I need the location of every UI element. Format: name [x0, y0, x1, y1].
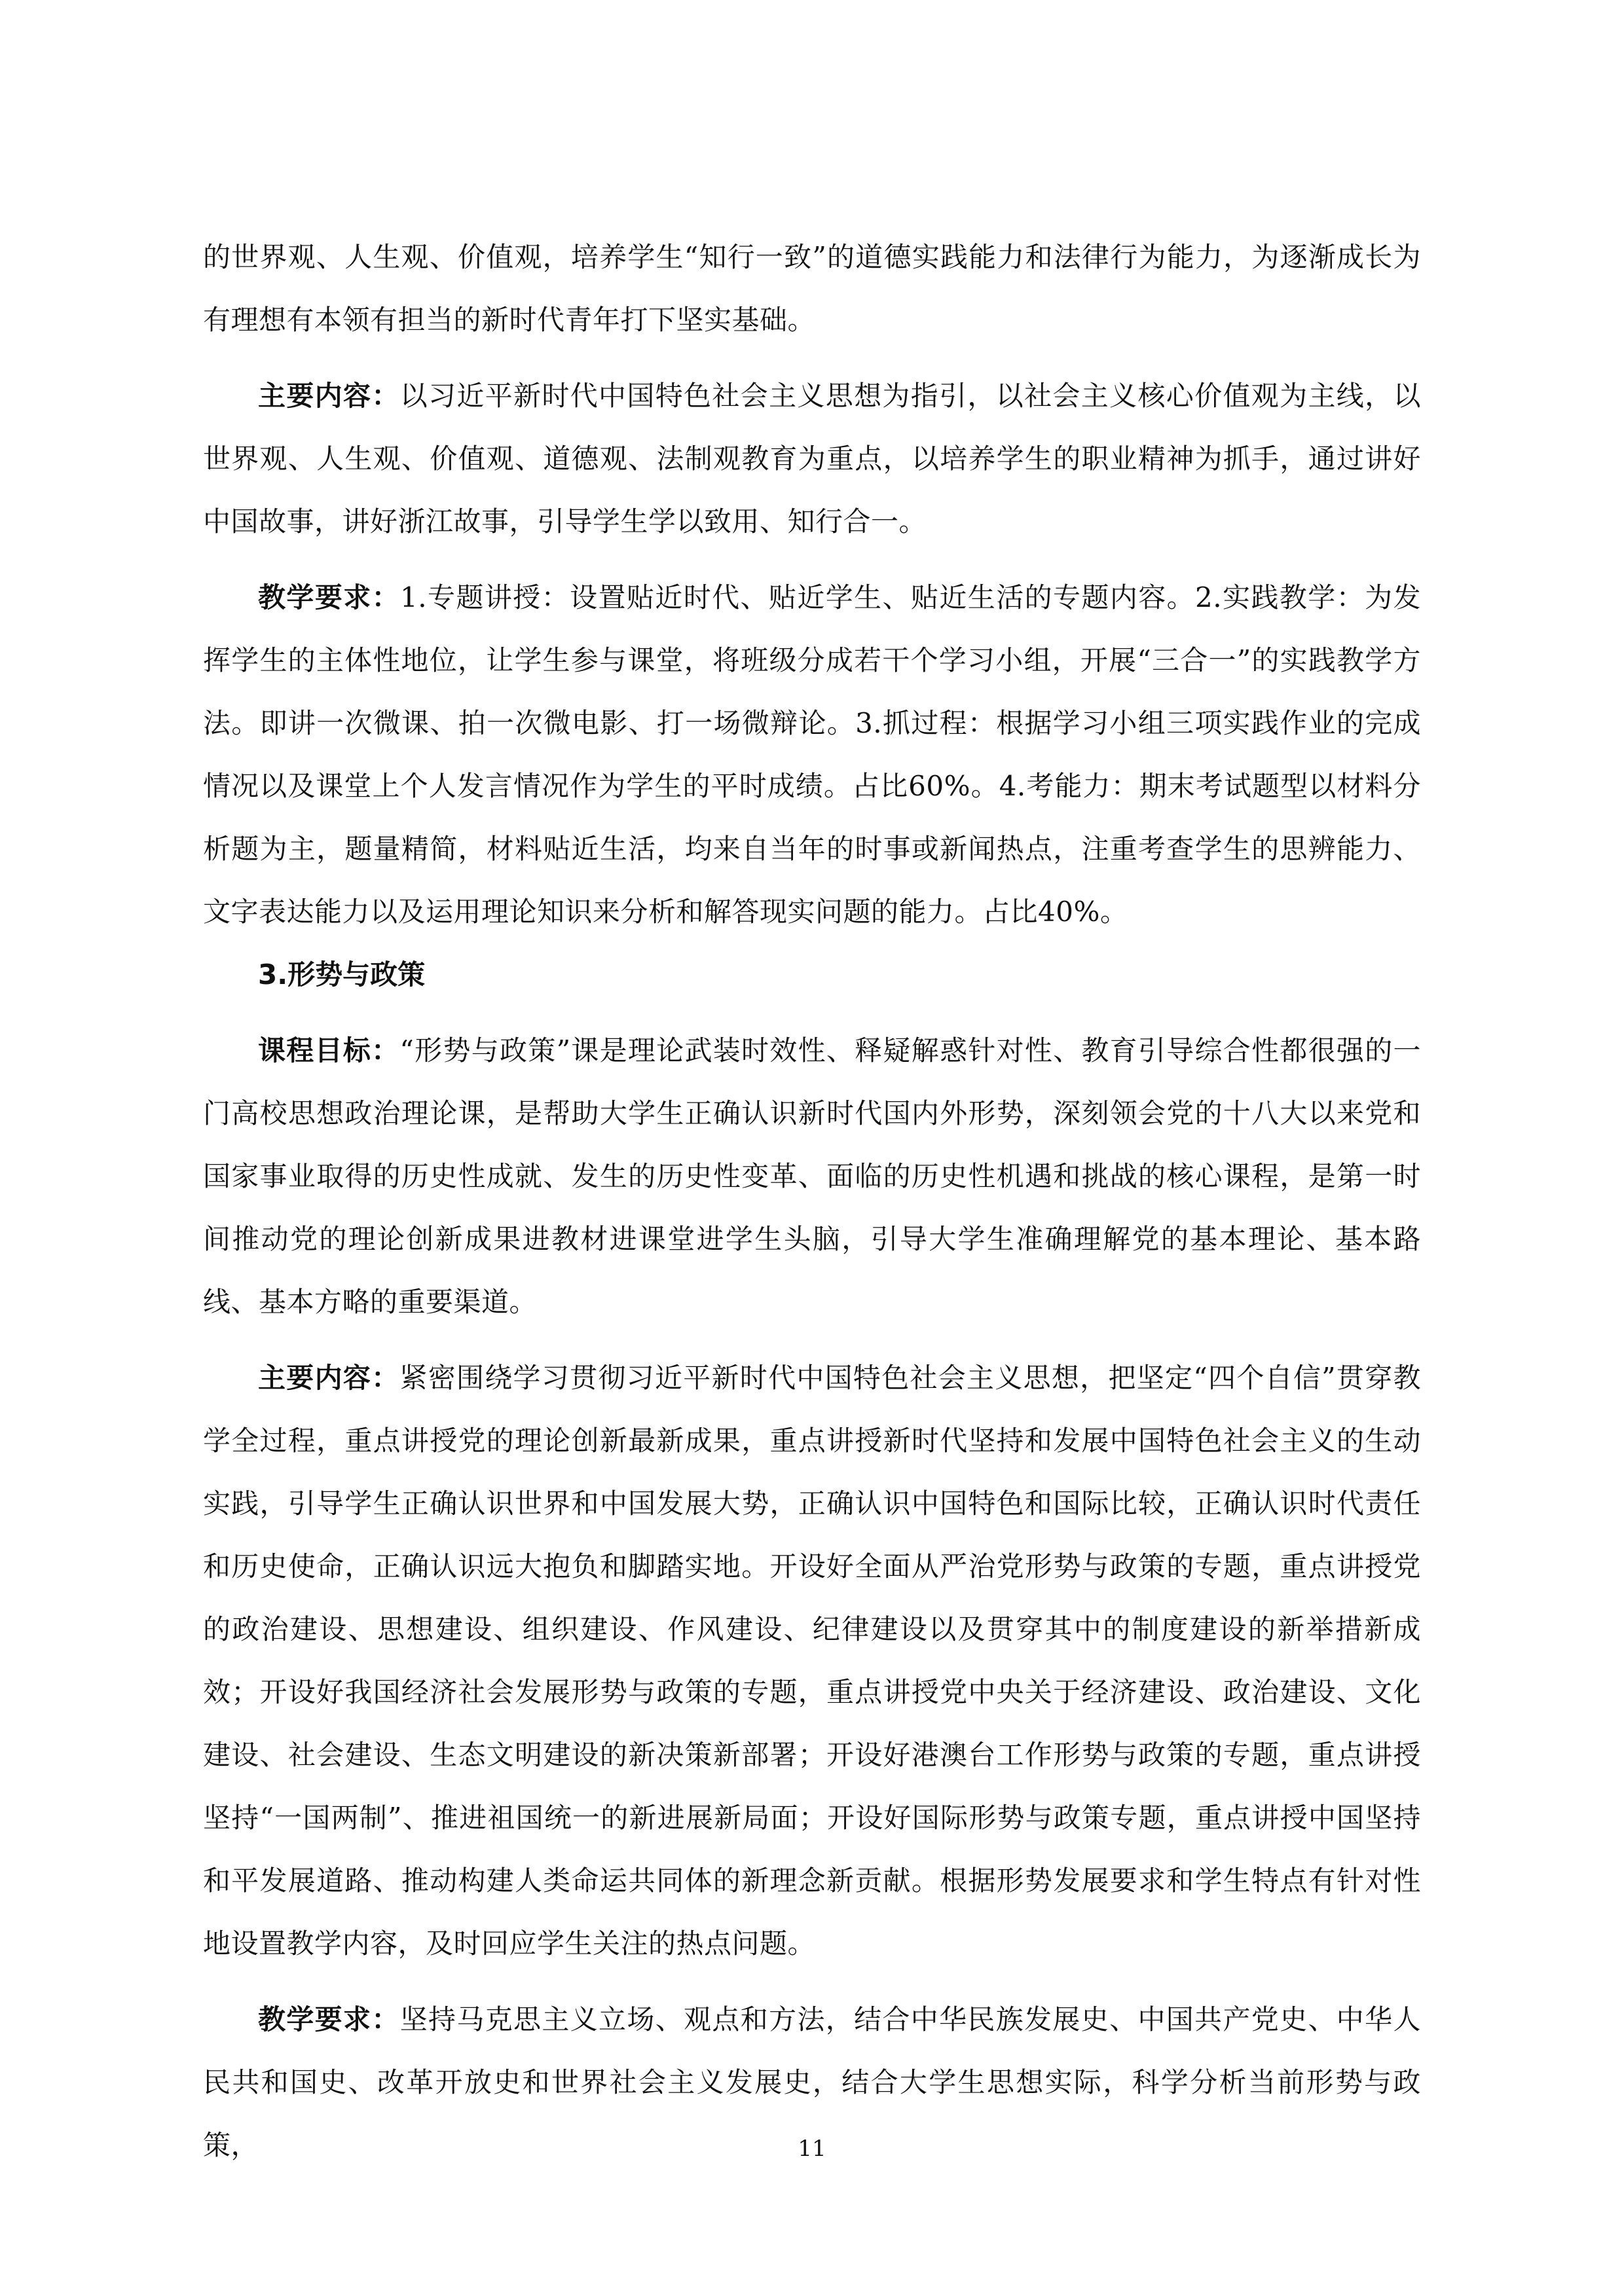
page-body: [203, 226, 1421, 2177]
s3-heading: 3.形势与政策: [258, 958, 426, 991]
s2-teaching-requirements-text: 1.专题讲授：设置贴近时代、贴近学生、贴近生活的专题内容。2.实践教学：为发挥学生的主体性地位，让学生参与课堂，将班级分成若干个学习小组，开展“三合一”的实践教学方法。即讲一次微课、拍一次微电影、打一场微辩论。3.抓过程：根据学习小组三项实践作业的完成情况以及课堂上个人发言情况作为学生的平时成绩。占比60%。4.考能力：期末考试题型以材料分析题为主，题量精简，材料贴近生活，均来自当年的时事或新闻热点，注重考查学生的思辨能力、文字表达能力以及运用理论知识来分析和解答现实问题的能力。占比40%。: [203, 581, 1421, 928]
s2-teaching-requirements-paragraph: [203, 566, 1421, 943]
s3-course-goal-text: “形势与政策”课是理论武装时效性、释疑解惑针对性、教育引导综合性都很强的一门高校思想政治理论课，是帮助大学生正确认识新时代国内外形势，深刻领会党的十八大以来党和国家事业取得的历史性成就、发生的历史性变革、面临的历史性机遇和挑战的核心课程，是第一时间推动党的理论创新成果进教材进课堂进学生头脑，引导大学生准确理解党的基本理论、基本路线、基本方略的重要渠道。: [203, 1034, 1421, 1318]
continuation-paragraph: 的世界观、人生观、价值观，培养学生“知行一致”的道德实践能力和法律行为能力，为逐渐成长为有理想有本领有担当的新时代青年打下坚实基础。: [203, 241, 1421, 336]
s2-teaching-requirements-label: 教学要求：: [258, 581, 401, 613]
s3-teaching-requirements-text: 坚持马克思主义立场、观点和方法，结合中华民族发展史、中国共产党史、中华人民共和国史、改革开放史和世界社会主义发展史，结合大学生思想实际，科学分析当前形势与政策，: [203, 2003, 1421, 2161]
s3-main-content-paragraph: [203, 1347, 1421, 1975]
s3-teaching-requirements-label: 教学要求：: [258, 2003, 400, 2035]
s3-main-content-text: 紧密围绕学习贯彻习近平新时代中国特色社会主义思想，把坚定“四个自信”贯穿教学全过程，重点讲授党的理论创新最新成果，重点讲授新时代坚持和发展中国特色社会主义的生动实践，引导学生正确认识世界和中国发展大势，正确认识中国特色和国际比较，正确认识时代责任和历史使命，正确认识远大抱负和脚踏实地。开设好全面从严治党形势与政策的专题，重点讲授党的政治建设、思想建设、组织建设、作风建设、纪律建设以及贯穿其中的制度建设的新举措新成效；开设好我国经济社会发展形势与政策的专题，重点讲授党中央关于经济建设、政治建设、文化建设、社会建设、生态文明建设的新决策新部署；开设好港澳台工作形势与政策的专题，重点讲授坚持“一国两制”、推进祖国统一的新进展新局面；开设好国际形势与政策专题，重点讲授中国坚持和平发展道路、推动构建人类命运共同体的新理念新贡献。根据形势发展要求和学生特点有针对性地设置教学内容，及时回应学生关注的热点问题。: [203, 1362, 1421, 1959]
s3-course-goal-paragraph: [203, 1019, 1421, 1334]
s2-main-content-paragraph: [203, 365, 1421, 553]
s2-main-content-label: 主要内容：: [258, 380, 400, 412]
page-number: 11: [798, 2136, 826, 2162]
s2-main-content-text: 以习近平新时代中国特色社会主义思想为指引，以社会主义核心价值观为主线，以世界观、人生观、价值观、道德观、法制观教育为重点，以培养学生的职业精神为抓手，通过讲好中国故事，讲好浙江故事，引导学生学以致用、知行合一。: [203, 380, 1421, 538]
s3-main-content-label: 主要内容：: [258, 1362, 400, 1394]
s3-course-goal-label: 课程目标：: [258, 1034, 400, 1066]
